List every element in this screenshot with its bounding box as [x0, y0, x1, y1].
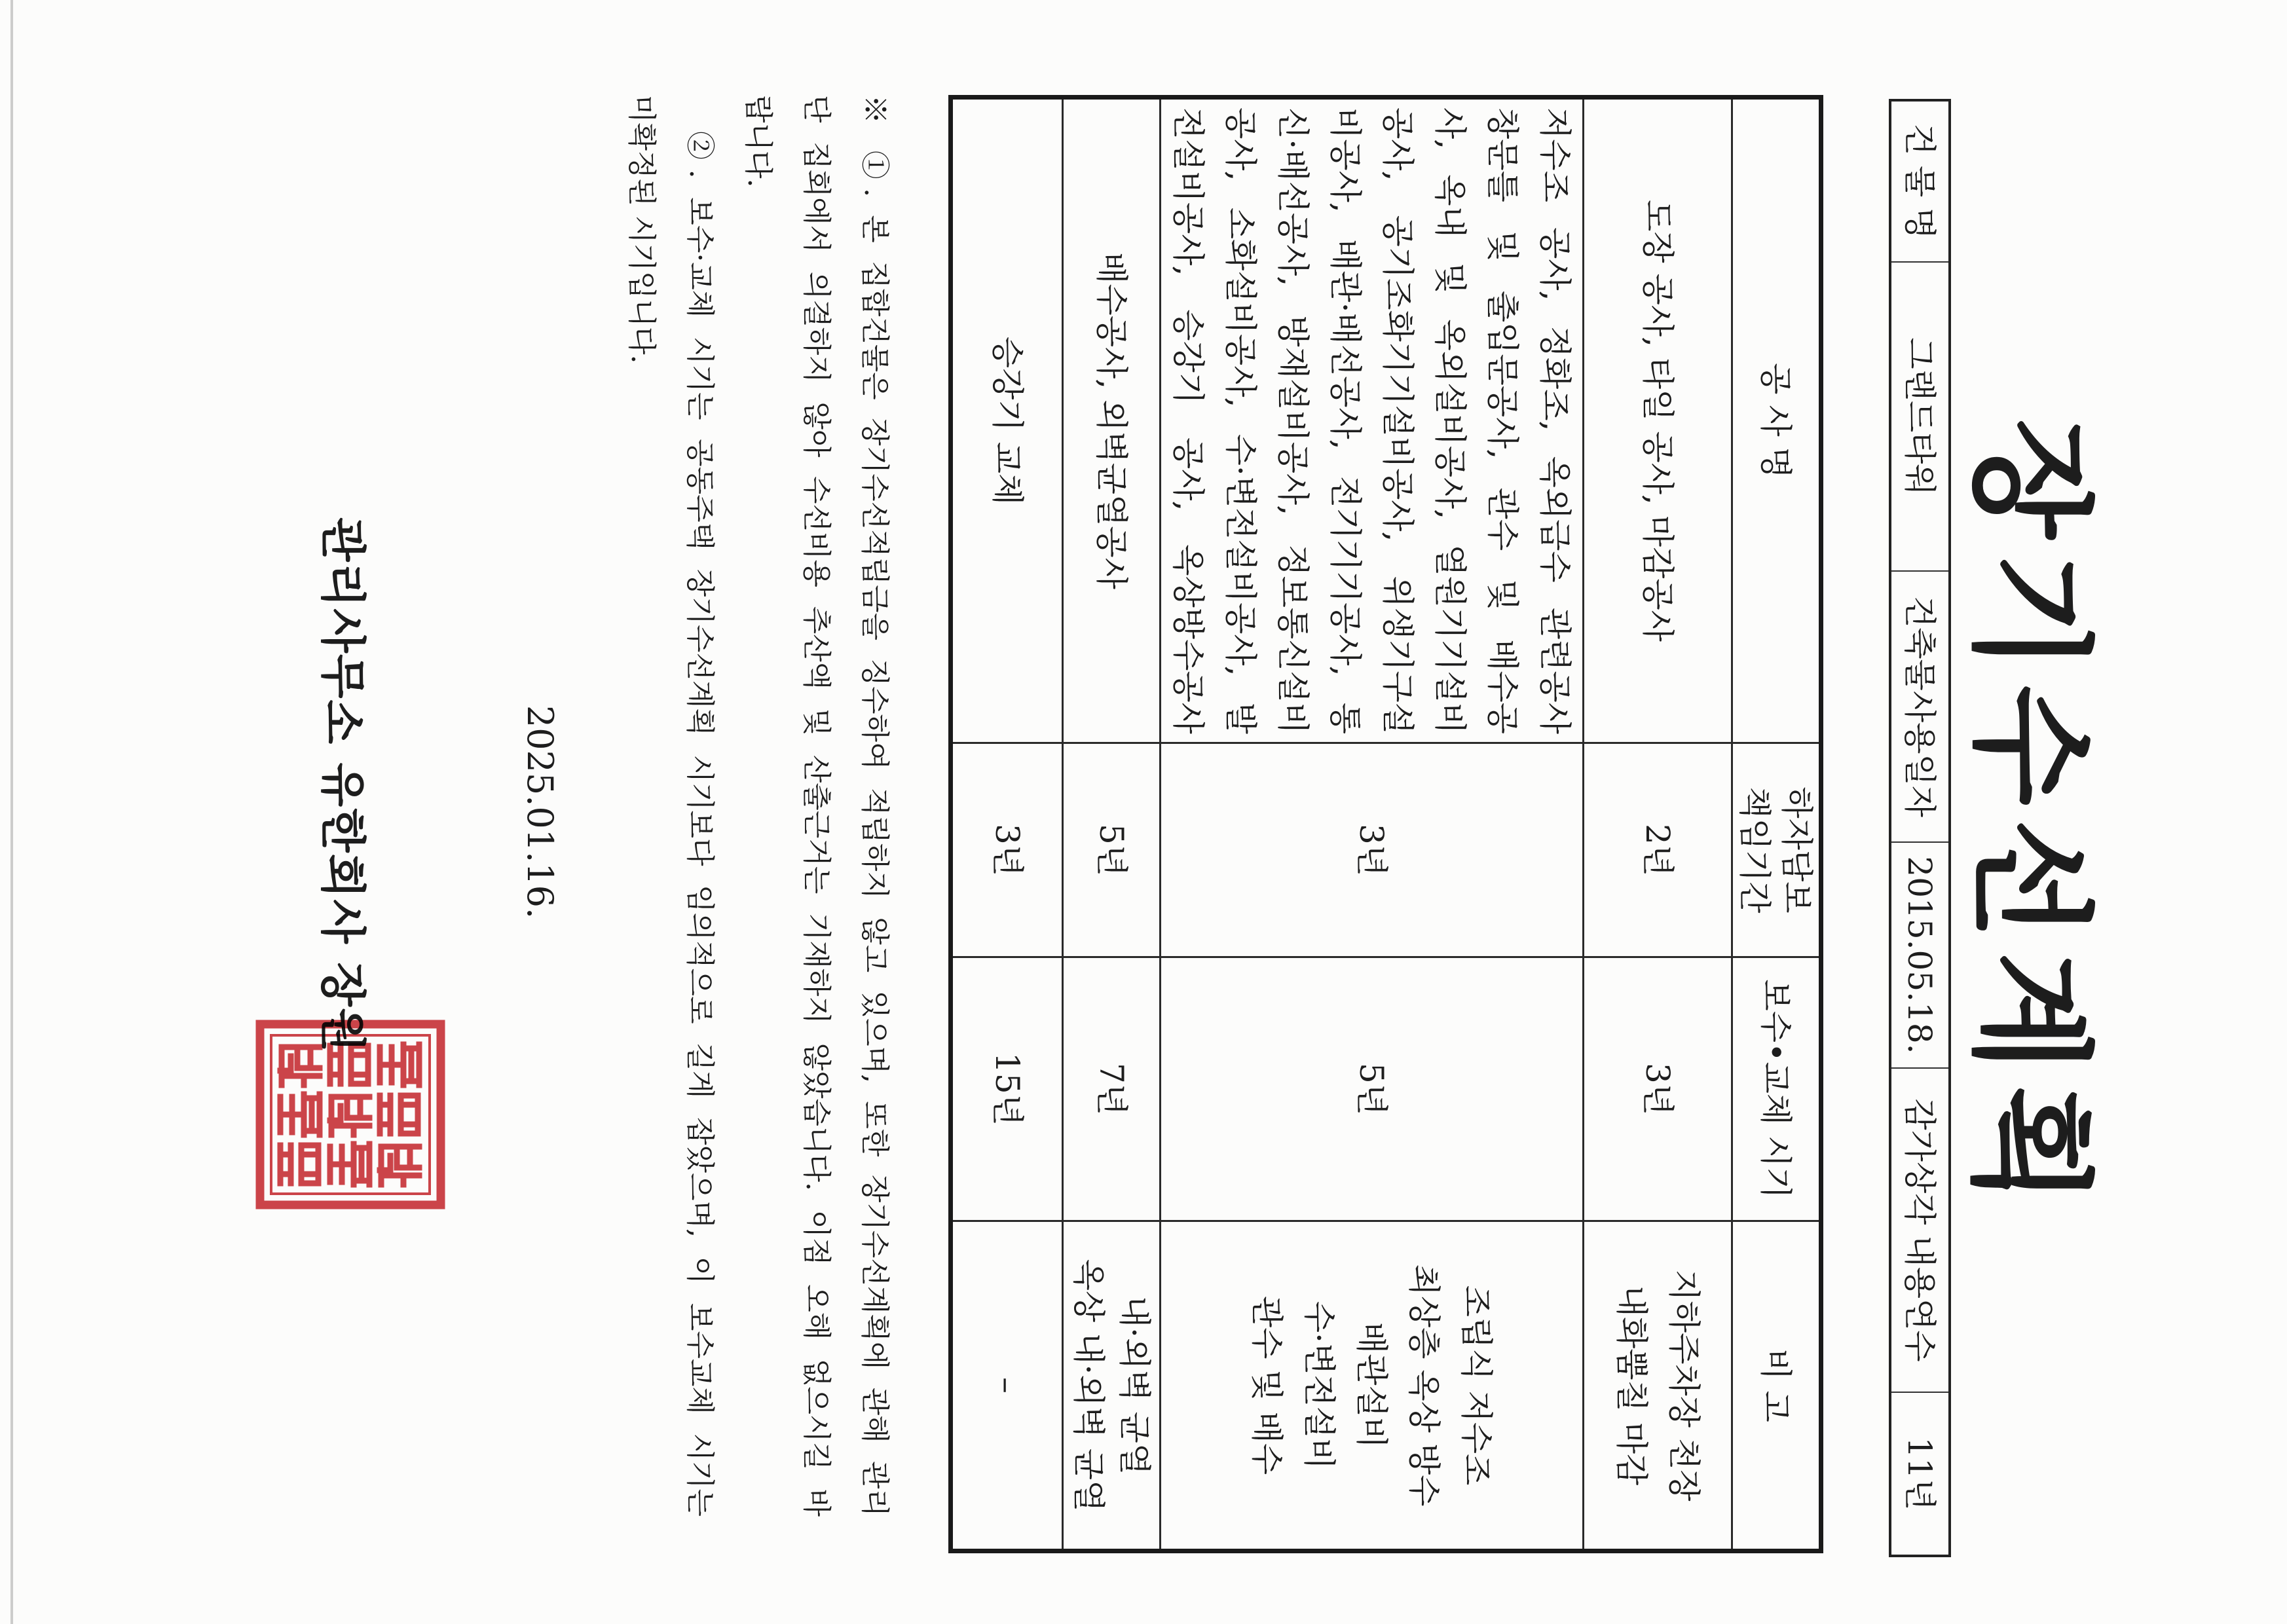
row-2-work-line: 사, 옥내 및 옥외설비공사, 열원기기설비: [1431, 107, 1470, 734]
row-4-warranty-text: 3년: [988, 823, 1026, 877]
building-info-table: [1889, 99, 1951, 1557]
building-name-label: 건 물 명: [1891, 101, 1948, 263]
header-repair-cycle: [1731, 958, 1819, 1222]
header-warranty-line-2: 책임기간: [1736, 786, 1774, 913]
row-4-cycle-text: 15년: [988, 1052, 1026, 1126]
row-3-remark-line: 옥상 내·외벽 균열: [1069, 1259, 1107, 1512]
row-4-work-name: [953, 100, 1062, 744]
row-1-remark-line: 내화뿜칠 마감: [1612, 1285, 1650, 1486]
row-3-cycle-text: 7년: [1092, 1062, 1130, 1116]
row-4-remarks: [953, 1222, 1062, 1549]
repair-plan-table: [948, 95, 1823, 1553]
row-2-warranty-text: 3년: [1352, 823, 1391, 877]
row-4-work-line: 승강기 교체: [988, 336, 1026, 506]
building-name-value: 그랜드타워: [1891, 263, 1948, 572]
issuer-signature: 관리사무소 유한회사 장원: [316, 517, 369, 1054]
row-1-work-line: 도장 공사, 타일 공사, 마감공사: [1639, 200, 1677, 642]
header-warranty-line-1: 하자담보: [1777, 786, 1816, 913]
row-4-repair-cycle: [953, 958, 1062, 1222]
note-line: 단 집회에서 의결하지 않아 수선비용 추산액 및 산출근거는 기재하지 않았습니다. 이점 오해 없으시길 바: [800, 95, 833, 1517]
row-2-remark-line: 관수 및 배수: [1248, 1295, 1286, 1475]
row-1-remarks: [1582, 1222, 1731, 1549]
row-3-remarks: [1062, 1222, 1159, 1549]
header-work-name: [1731, 100, 1819, 744]
row-2-remark-line: 배관설비: [1352, 1321, 1391, 1449]
row-2-repair-cycle: [1159, 958, 1582, 1222]
note-line: ※ ①. 본 집합건물은 장기수선적립금을 징수하여 적립하지 않고 있으며, 또한 장기수선계획에 관해 관리: [858, 95, 891, 1517]
row-2-remark-line: 수·변전설비: [1300, 1301, 1339, 1470]
use-date-value: 2015.05.18.: [1891, 843, 1948, 1069]
row-1-remark-line: 지하주차장 천장: [1665, 1269, 1703, 1502]
row-2-cycle-text: 5년: [1352, 1062, 1391, 1116]
row-3-remark-line: 내·외벽 균열: [1115, 1295, 1153, 1475]
row-1-work-name: [1582, 100, 1731, 744]
use-date-label: 건축물사용일자: [1891, 572, 1948, 843]
row-2-remark-line: 최상층 옥상 방수: [1405, 1264, 1443, 1507]
row-1-repair-cycle: [1582, 958, 1731, 1222]
header-repair-cycle-text: 보수•교체 시기: [1757, 979, 1795, 1199]
row-2-work-name: [1159, 100, 1582, 744]
depreciation-label: 감가상각 내용연수: [1891, 1069, 1948, 1393]
header-remarks-text: 비 고: [1757, 1348, 1795, 1422]
row-2-warranty-period: [1159, 744, 1582, 958]
header-warranty-period: [1731, 744, 1819, 958]
row-2-work-line: 공사, 공기조화기기설비공사, 위생기구설: [1379, 107, 1417, 734]
row-2-work-line: 비공사, 배관·배선공사, 전기기기공사, 통: [1326, 107, 1365, 734]
row-3-work-name: [1062, 100, 1159, 744]
depreciation-value: 11년: [1901, 1437, 1939, 1511]
row-2-work-line: 신·배선공사, 방재설비공사, 정보통신설비: [1274, 107, 1312, 734]
row-4-warranty-period: [953, 744, 1062, 958]
row-3-repair-cycle: [1062, 958, 1159, 1222]
note-line: 랍니다.: [741, 95, 775, 188]
row-3-warranty-period: [1062, 744, 1159, 958]
notes-section: [612, 95, 904, 1517]
note-line: ②. 보수·교체 시기는 공동주택 장기수선계획 시기보다 임의적으로 길게 잡았으며, 이 보수교체 시기는: [683, 131, 716, 1517]
row-2-remark-line: 조립식 저수조: [1457, 1285, 1496, 1486]
row-2-remarks: [1159, 1222, 1582, 1549]
note-line: 미확정된 시기입니다.: [625, 95, 658, 364]
row-2-work-line: 창문틀 및 출입문공사, 관수 및 배수공: [1483, 107, 1522, 734]
header-remarks: [1731, 1222, 1819, 1549]
row-2-work-line: 공사, 소화설비공사, 수·변전설비공사, 발: [1221, 107, 1260, 734]
row-2-work-line: 저수조 공사, 정화조, 옥외급수 관련공사: [1536, 107, 1574, 734]
issue-date: 2025.01.16.: [519, 705, 561, 919]
row-3-warranty-text: 5년: [1092, 823, 1130, 877]
row-1-cycle-text: 3년: [1639, 1062, 1677, 1116]
official-seal-icon: [255, 1020, 445, 1209]
row-1-warranty-text: 2년: [1639, 823, 1677, 877]
header-work-name-text: 공 사 명: [1757, 363, 1795, 479]
document-title: 장기수선계획: [1958, 418, 2102, 1219]
row-2-work-line: 전설비공사, 승강기 공사, 옥상방수공사: [1169, 107, 1208, 734]
row-1-warranty-period: [1582, 744, 1731, 958]
row-3-work-line: 배수공사, 외벽균열공사: [1092, 252, 1130, 589]
row-4-remark-line: –: [988, 1377, 1026, 1393]
